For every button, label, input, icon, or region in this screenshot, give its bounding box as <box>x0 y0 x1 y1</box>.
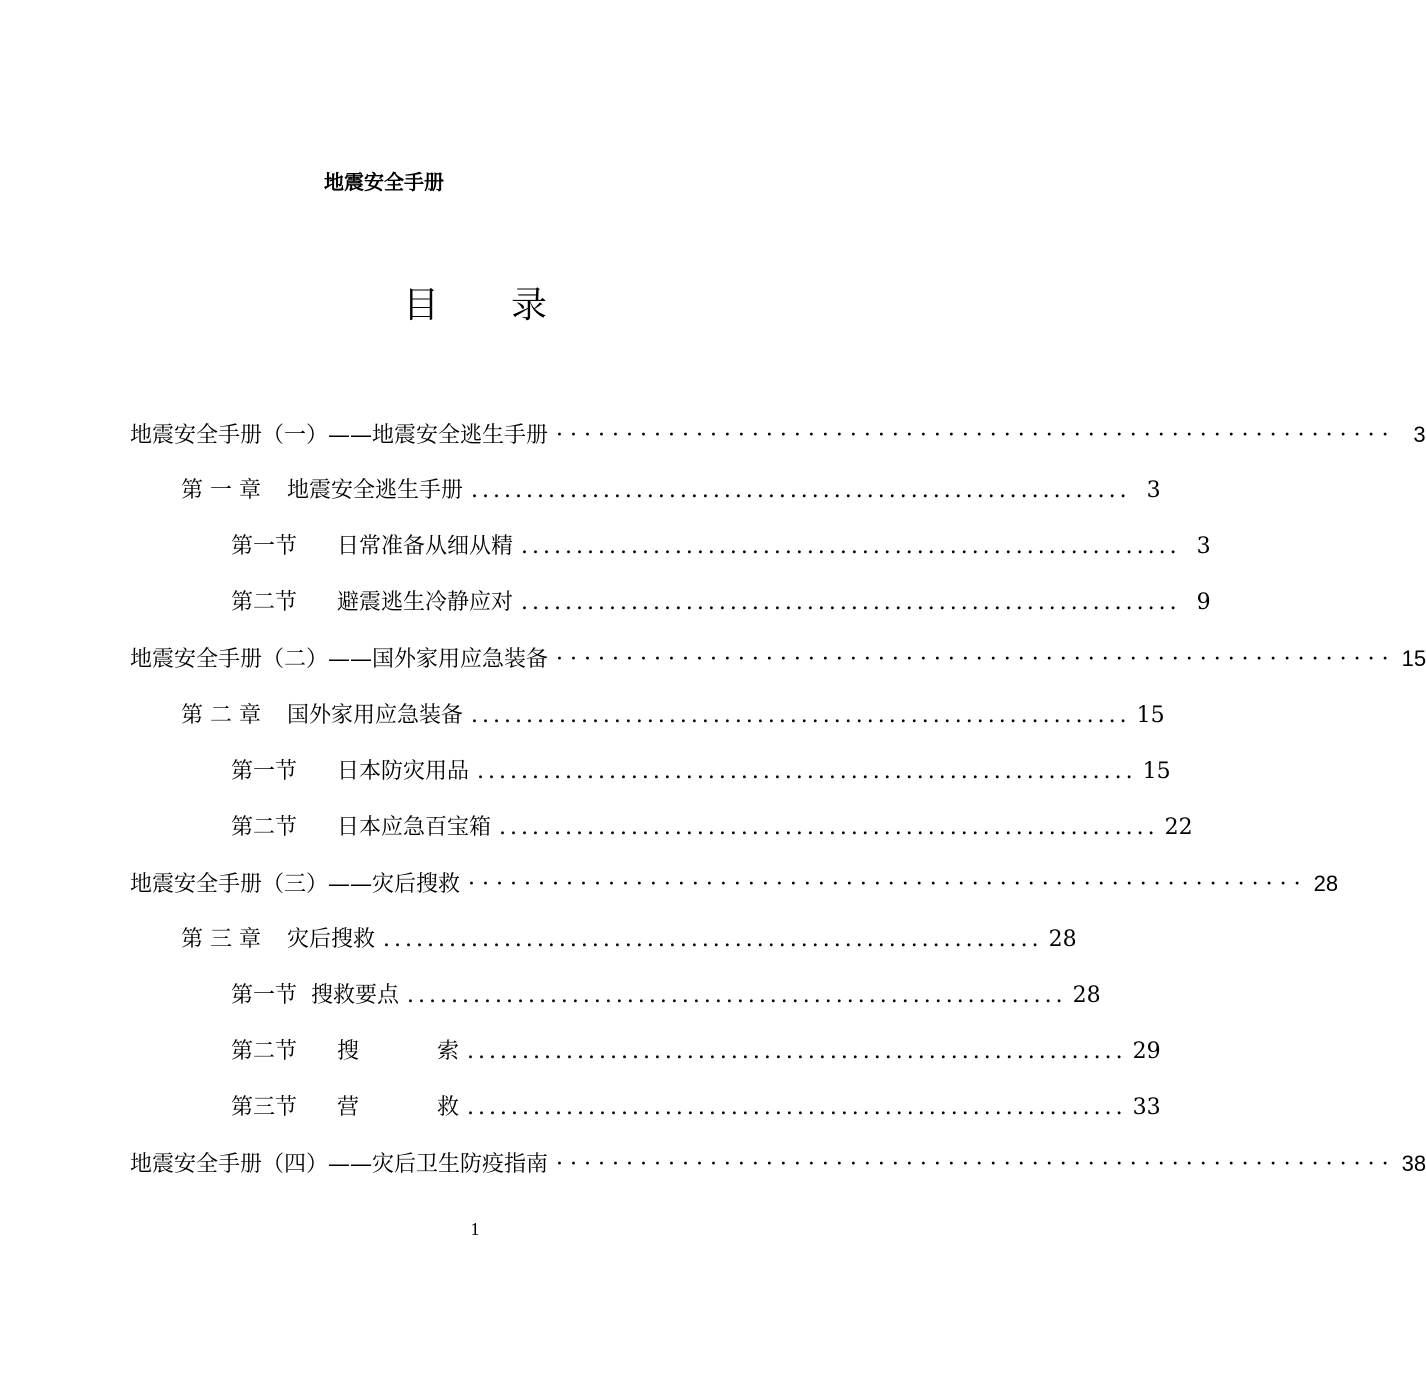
toc-entry-page: 3 <box>1196 534 1211 560</box>
toc-entry[interactable] <box>130 418 1426 452</box>
toc-leader-dots: ............................................................ <box>471 478 1131 504</box>
toc-entry-label-part: 灾后搜救 <box>287 926 376 952</box>
toc-entry-label <box>130 419 548 453</box>
toc-entry-label <box>181 474 463 508</box>
toc-leader-dots: ···························································· <box>556 423 1396 448</box>
toc-leader-dots: ............................................................ <box>471 702 1131 728</box>
toc-leader-dots: ............................................................ <box>477 758 1137 784</box>
toc-entry-label-part: 第 三 章 <box>181 926 261 952</box>
toc-entry-label <box>231 530 513 564</box>
toc-entry-label-part: 救 <box>437 1095 460 1121</box>
toc-entry[interactable] <box>231 811 1193 845</box>
toc-entry-page: 22 <box>1164 814 1193 840</box>
toc-entry-label-part: 第二节 <box>231 590 298 616</box>
toc-entry-label-part: 避震逃生冷静应对 <box>337 590 514 616</box>
toc-entry[interactable] <box>181 699 1165 733</box>
toc-entry-page: 28 <box>1048 926 1077 952</box>
toc-entry-page: 29 <box>1132 1039 1161 1065</box>
toc-entry-label-part: 第二节 <box>231 814 298 840</box>
toc-entry[interactable] <box>231 979 1101 1013</box>
toc-entry-page: 38 <box>1401 1151 1426 1177</box>
toc-entry-page: 15 <box>1142 758 1171 784</box>
toc-entry-label <box>231 1091 459 1125</box>
toc-entry[interactable] <box>130 1147 1426 1181</box>
toc-leader-dots: ............................................................ <box>383 926 1043 952</box>
toc-entry-label-part: 地震安全手册（一）——地震安全逃生手册 <box>130 423 549 448</box>
toc-entry-page: 15 <box>1401 646 1426 672</box>
toc-entry[interactable] <box>181 923 1077 957</box>
toc-entry-label-part: 地震安全手册（二）——国外家用应急装备 <box>130 647 549 673</box>
toc-entry-page: 9 <box>1196 590 1211 616</box>
toc-entry[interactable] <box>231 530 1211 564</box>
toc-entry-label-part: 第一节 <box>231 983 298 1008</box>
toc-entry-label-part: 日本应急百宝箱 <box>337 814 492 840</box>
toc-entry-label-part: 日常准备从细从精 <box>337 534 514 560</box>
toc-entry[interactable] <box>231 1091 1161 1125</box>
toc-entry-label-part: 第二节 <box>231 1039 298 1065</box>
toc-heading-char-2: 录 <box>511 285 548 326</box>
toc-entry-page: 28 <box>1313 870 1339 896</box>
toc-entry[interactable] <box>130 867 1339 901</box>
toc-entry-label-part: 地震安全手册（四）——灾后卫生防疫指南 <box>130 1152 549 1178</box>
toc-entry-page: 15 <box>1136 702 1165 728</box>
toc-entry-label-part: 第一节 <box>231 534 298 560</box>
toc-heading-char-1: 目 <box>402 285 439 326</box>
toc-entry-label-part: 第 二 章 <box>181 702 261 728</box>
toc-entry-label-part: 第 一 章 <box>181 478 261 504</box>
toc-entry-label-part: 第一节 <box>231 758 298 784</box>
toc-entry-page: 28 <box>1072 983 1101 1008</box>
toc-entry-label <box>130 643 548 677</box>
toc-entry-page: 3 <box>1146 478 1161 504</box>
toc-entry-label <box>130 1148 548 1182</box>
toc-entry-label-part: 第三节 <box>231 1095 298 1121</box>
toc-entry-page: 33 <box>1132 1095 1161 1121</box>
toc-entry-label-part: 日本防灾用品 <box>337 758 470 784</box>
toc-entry-label-part: 营 <box>337 1095 360 1121</box>
toc-entry-label-part: 搜救要点 <box>311 983 400 1008</box>
toc-leader-dots: ···························································· <box>468 871 1308 897</box>
toc-entry-label <box>231 979 399 1013</box>
toc-leader-dots: ............................................................ <box>521 590 1181 616</box>
toc-entry-label <box>231 1035 459 1069</box>
toc-leader-dots: ............................................................ <box>467 1095 1127 1121</box>
toc-entry[interactable] <box>181 474 1161 508</box>
toc-entry-label-part: 搜 <box>337 1039 360 1065</box>
toc-entry[interactable] <box>231 755 1171 789</box>
page-number: 1 <box>470 1219 480 1239</box>
toc-leader-dots: ···························································· <box>556 1152 1396 1178</box>
toc-entry-label <box>231 811 491 845</box>
toc-entry[interactable] <box>231 1035 1161 1069</box>
toc-leader-dots: ............................................................ <box>499 814 1159 840</box>
toc-leader-dots: ............................................................ <box>407 983 1067 1008</box>
toc-leader-dots: ···························································· <box>556 647 1396 673</box>
toc-entry-label <box>130 868 460 902</box>
toc-entry-label <box>231 586 513 620</box>
toc-entry-label <box>181 923 375 957</box>
toc-entry-label-part: 国外家用应急装备 <box>287 702 464 728</box>
toc-entry-label <box>231 755 469 789</box>
toc-leader-dots: ............................................................ <box>521 534 1181 560</box>
toc-entry-label-part: 索 <box>437 1039 460 1065</box>
toc-entry-label <box>181 699 463 733</box>
document-title: 地震安全手册 <box>324 170 444 194</box>
toc-entry-page: 3 <box>1413 422 1426 447</box>
toc-entry[interactable] <box>231 586 1211 620</box>
toc-entry-label-part: 地震安全逃生手册 <box>287 478 464 504</box>
toc-leader-dots: ............................................................ <box>467 1039 1127 1065</box>
toc-entry[interactable] <box>130 642 1426 676</box>
toc-entry-label-part: 地震安全手册（三）——灾后搜救 <box>130 871 461 897</box>
